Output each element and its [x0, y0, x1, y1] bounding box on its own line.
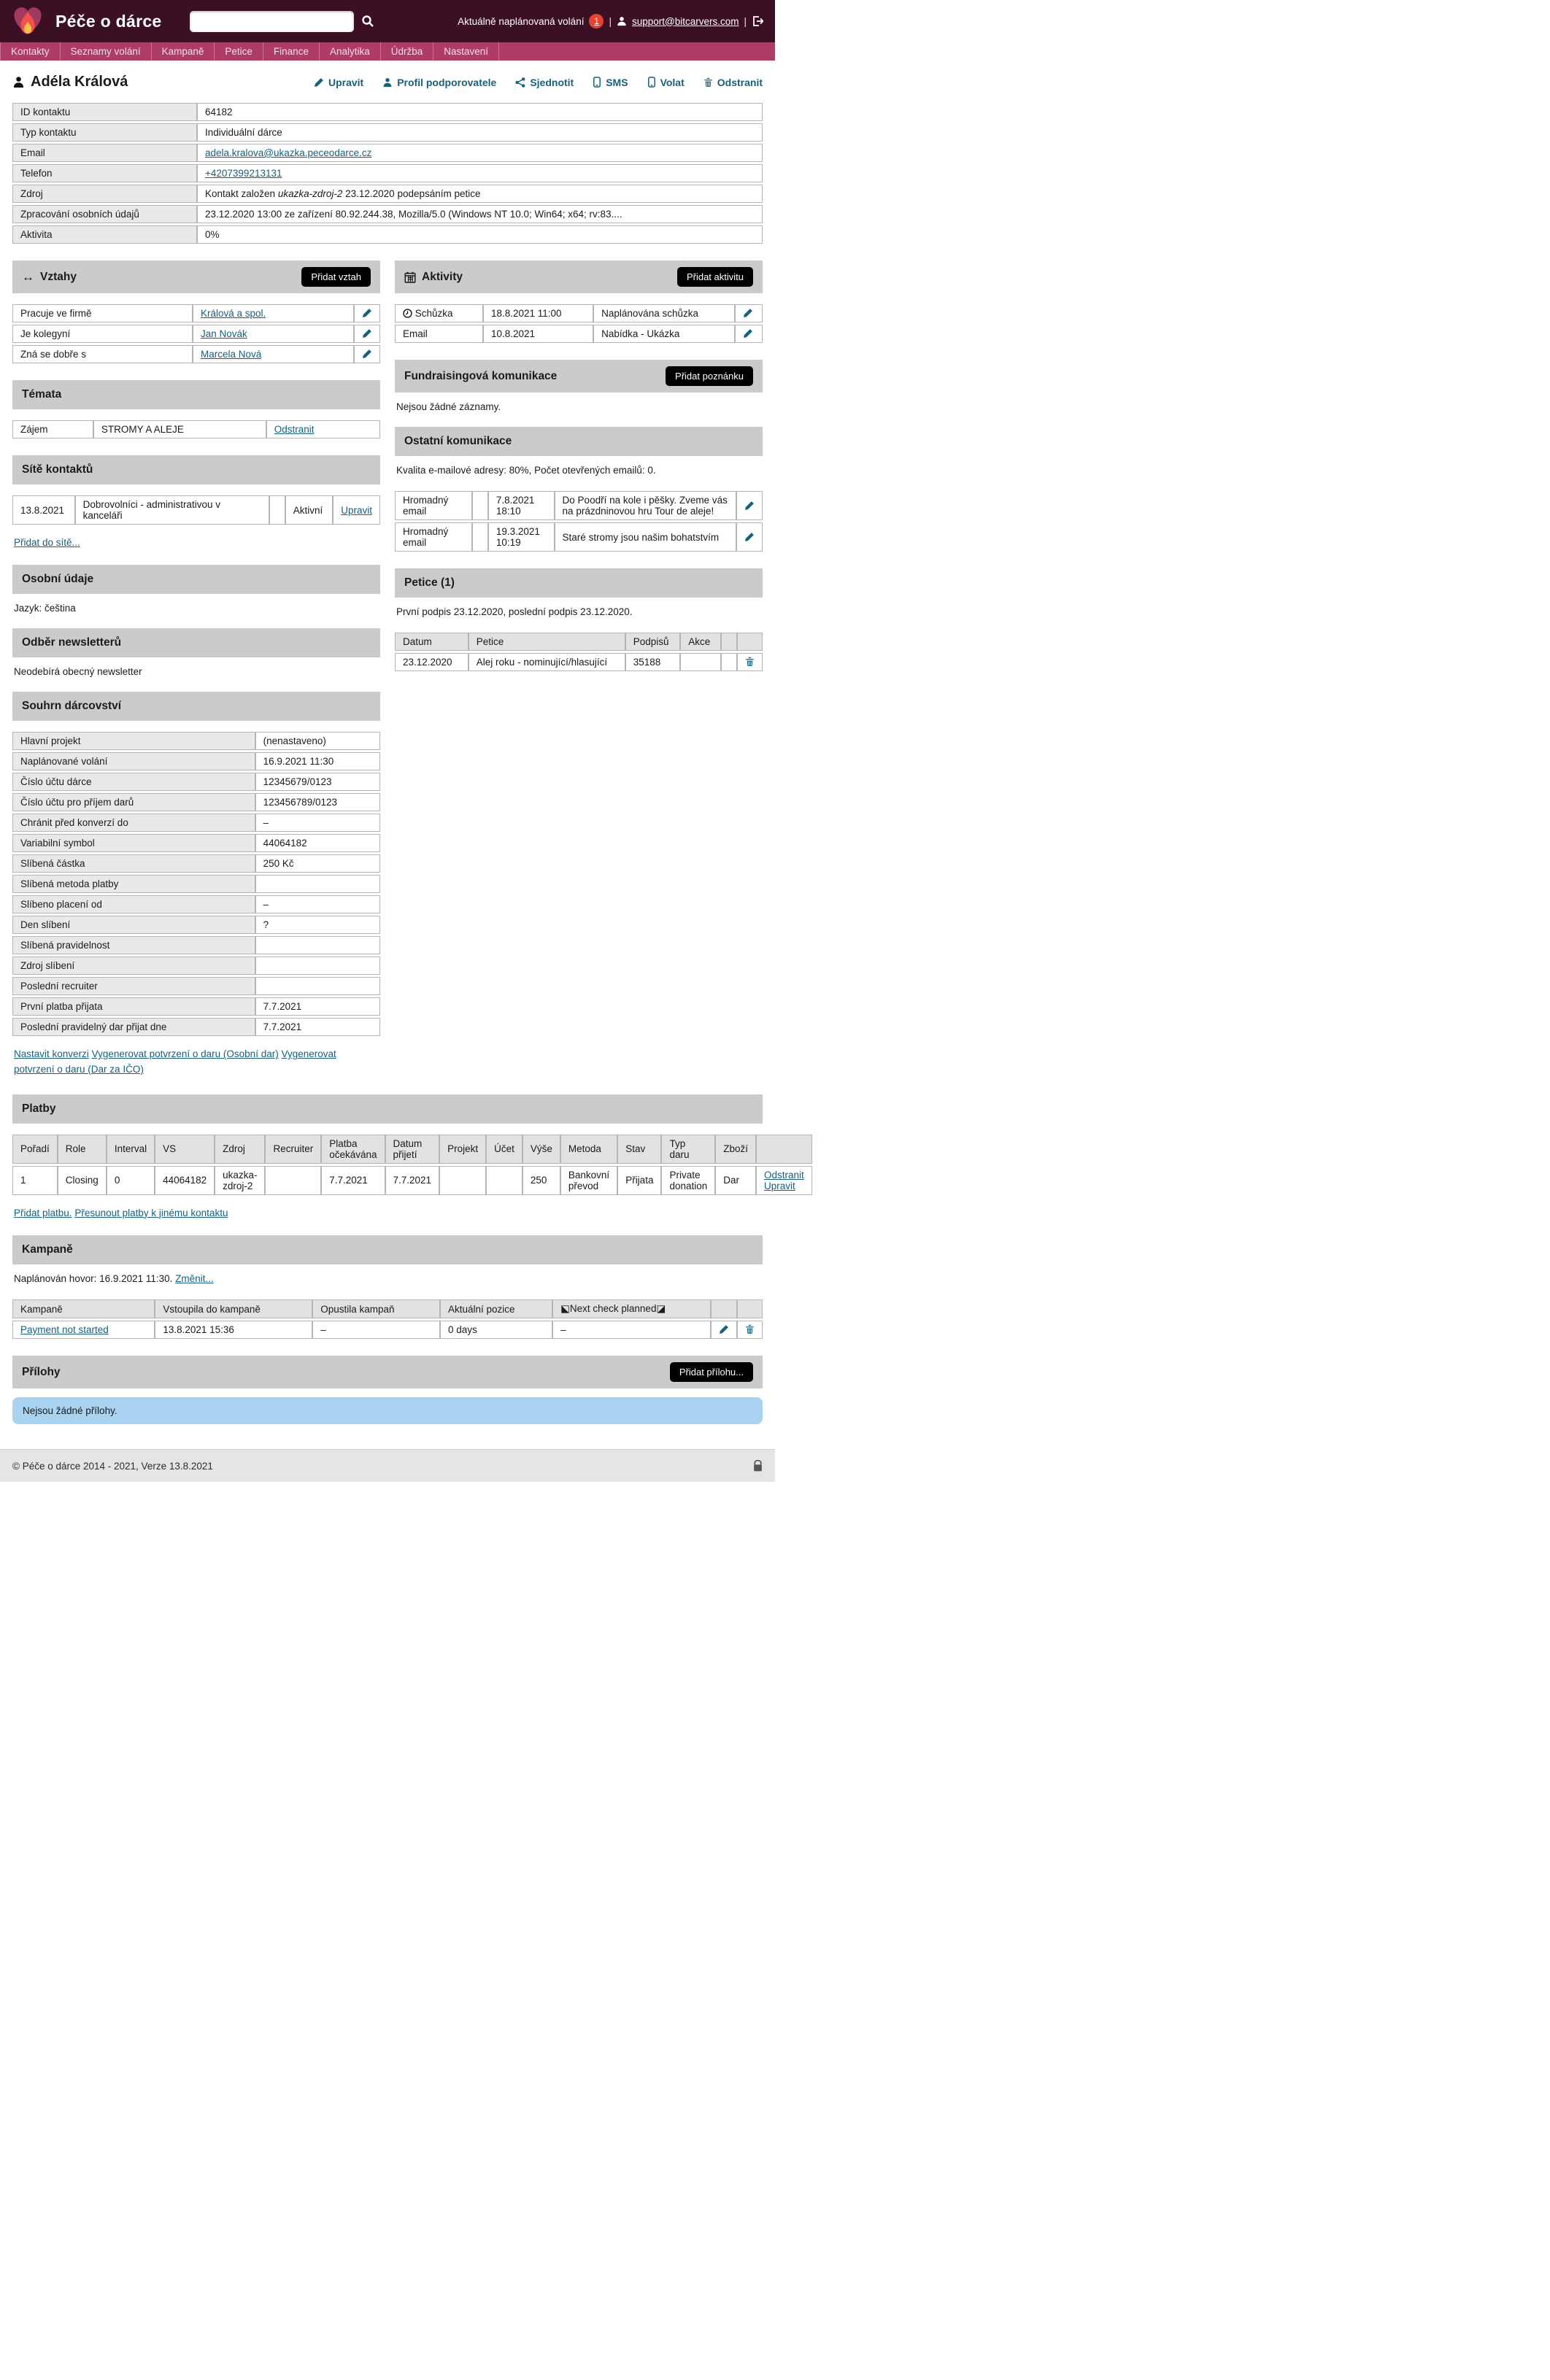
summary-value: 250 Kč: [255, 854, 380, 873]
table-row: [12, 936, 380, 954]
relationship-type: Zná se dobře s: [12, 345, 193, 363]
section-prilohy: [12, 1356, 763, 1388]
move-payments-link[interactable]: Přesunout platby k jinému kontaktu: [74, 1207, 228, 1218]
pencil-icon[interactable]: [719, 1324, 729, 1334]
table-row: [12, 1321, 763, 1339]
info-label: Aktivita: [12, 225, 197, 244]
section-temata: [12, 380, 380, 409]
table-row: [12, 1018, 380, 1036]
pencil-icon[interactable]: [362, 328, 372, 339]
info-value: 64182: [197, 103, 763, 121]
info-value: 23.12.2020 13:00 ze zařízení 80.92.244.38, Mozilla/5.0 (Windows NT 10.0; Win64; x64; rv:83....: [197, 205, 763, 223]
table-row: [395, 522, 763, 552]
section-title: Témata: [22, 388, 62, 401]
summary-label: Chránit před konverzí do: [12, 814, 255, 832]
personal-language-text: Jazyk: čeština: [14, 603, 76, 614]
nav-analytika[interactable]: Analytika: [320, 42, 381, 61]
table-row: [12, 773, 380, 791]
section-vztahy: [12, 260, 380, 293]
pencil-icon[interactable]: [362, 308, 372, 318]
comm-date: 19.3.2021 10:19: [488, 522, 555, 552]
col-petice: Petice: [469, 633, 625, 651]
topics-table: [12, 418, 380, 441]
empty-cell: [269, 495, 285, 525]
summary-label: Slíbená částka: [12, 854, 255, 873]
comm-type: Hromadný email: [395, 522, 472, 552]
summary-value: [255, 936, 380, 954]
pencil-icon: [314, 77, 324, 88]
merge-contact-button[interactable]: Sjednotit: [515, 77, 574, 88]
table-row: [12, 1166, 812, 1195]
nav-kontakty[interactable]: Kontakty: [0, 42, 61, 61]
col-datum-prijeti: Datum přijetí: [385, 1135, 440, 1164]
summary-label: Poslední recruiter: [12, 977, 255, 995]
col-aktualni-pozice: Aktuální pozice: [440, 1299, 552, 1318]
nav-seznamy-volani[interactable]: Seznamy volání: [61, 42, 152, 61]
newsletter-status-text: Neodebírá obecný newsletter: [14, 666, 142, 678]
network-status: Aktivní: [285, 495, 333, 525]
table-row: [12, 916, 380, 934]
summary-label: Slíbená pravidelnost: [12, 936, 255, 954]
table-row: [12, 185, 763, 203]
activity-desc: Naplánována schůzka: [593, 304, 735, 322]
contact-name: Adéla Králová: [31, 74, 128, 90]
payments-table: [12, 1132, 812, 1197]
col-typ-daru: Typ daru: [661, 1135, 715, 1164]
table-row: [12, 325, 380, 343]
copyright-text: © Péče o dárce 2014 - 2021, Verze 13.8.2021: [12, 1460, 213, 1472]
empty-cell: [721, 653, 737, 671]
payment-gift-type: Private donation: [661, 1166, 715, 1195]
section-souhrn-darcovstvi: [12, 692, 380, 721]
mobile-phone-icon: [647, 77, 656, 88]
relationships-table: [12, 302, 380, 366]
campaigns-table: [12, 1297, 763, 1341]
generate-confirmation-personal-link[interactable]: Vygenerovat potvrzení o daru (Osobní dar): [91, 1048, 279, 1060]
summary-label: Číslo účtu dárce: [12, 773, 255, 791]
col-ucet: Účet: [486, 1135, 523, 1164]
payment-received-date: 7.7.2021: [385, 1166, 440, 1195]
campaign-next-check: –: [552, 1321, 711, 1339]
table-row: [12, 875, 380, 893]
remove-topic-link[interactable]: Odstranit: [274, 424, 315, 435]
relationship-contact-link[interactable]: Králová a spol.: [200, 308, 266, 319]
table-row: [12, 420, 380, 438]
app-title: Péče o dárce: [55, 11, 162, 31]
activity-type: Schůzka: [395, 304, 483, 322]
network-name: Dobrovolníci - administrativou v kanceláři: [75, 495, 269, 525]
table-row: [12, 495, 380, 525]
summary-value: 16.9.2021 11:30: [255, 752, 380, 770]
summary-label: Hlavní projekt: [12, 732, 255, 750]
empty-cell: [472, 522, 488, 552]
table-row: [12, 814, 380, 832]
mobile-phone-icon: [593, 77, 601, 88]
add-activity-button[interactable]: Přidat aktivitu: [677, 267, 753, 287]
table-header-row: [395, 633, 763, 651]
table-header-row: [12, 1299, 763, 1318]
section-title: Osobní údaje: [22, 573, 94, 586]
delete-payment-link[interactable]: Odstranit: [764, 1169, 804, 1181]
user-icon: [617, 16, 627, 26]
add-note-button[interactable]: Přidat poznánku: [666, 366, 753, 386]
nav-kampane[interactable]: Kampaně: [152, 42, 215, 61]
top-header: [0, 0, 775, 42]
info-value: Kontakt založen ukazka-zdroj-2 23.12.2020 podepsáním petice: [197, 185, 763, 203]
pencil-icon[interactable]: [744, 501, 755, 511]
campaign-left: –: [312, 1321, 440, 1339]
pencil-icon[interactable]: [362, 349, 372, 359]
empty-header: [737, 1299, 763, 1318]
section-title: Aktivity: [422, 270, 463, 283]
info-label: Zdroj: [12, 185, 197, 203]
network-date: 13.8.2021: [12, 495, 75, 525]
contact-email-link[interactable]: adela.kralova@ukazka.peceodarce.cz: [205, 147, 372, 158]
info-label: Zpracování osobních údajů: [12, 205, 197, 223]
person-icon: [382, 77, 393, 88]
other-communication-table: [395, 489, 763, 554]
col-vs: VS: [155, 1135, 215, 1164]
summary-label: Číslo účtu pro příjem darů: [12, 793, 255, 811]
clock-icon: [403, 309, 412, 318]
search-input[interactable]: [190, 11, 354, 32]
payment-method: Bankovní převod: [560, 1166, 617, 1195]
sms-button[interactable]: SMS: [593, 77, 628, 88]
edit-network-link[interactable]: Upravit: [341, 504, 372, 516]
fundraising-empty-text: Nejsou žádné záznamy.: [396, 401, 501, 412]
payment-state: Přijata: [617, 1166, 661, 1195]
summary-label: Slíbená metoda platby: [12, 875, 255, 893]
table-row: [12, 144, 763, 162]
col-interval: Interval: [107, 1135, 155, 1164]
info-label: Telefon: [12, 164, 197, 182]
separator: |: [744, 15, 747, 27]
activities-table: [395, 302, 763, 345]
section-title: Fundraisingová komunikace: [404, 369, 558, 382]
edit-contact-button[interactable]: Upravit: [314, 77, 363, 88]
comm-date: 7.8.2021 18:10: [488, 491, 555, 520]
summary-label: Naplánované volání: [12, 752, 255, 770]
info-value: 0%: [197, 225, 763, 244]
summary-value: ?: [255, 916, 380, 934]
table-row: [12, 977, 380, 995]
payment-role: Closing: [58, 1166, 107, 1195]
section-title: Ostatní komunikace: [404, 435, 512, 447]
contact-phone-link[interactable]: +4207399213131: [205, 168, 282, 179]
table-row: [12, 732, 380, 750]
summary-label: První platba přijata: [12, 997, 255, 1016]
info-label: Email: [12, 144, 197, 162]
activity-date: 10.8.2021: [483, 325, 593, 343]
summary-value: [255, 957, 380, 975]
app-logo-heart-flame-icon: [12, 5, 44, 37]
section-aktivity: [395, 260, 763, 293]
table-row: [12, 205, 763, 223]
table-row: [395, 653, 763, 671]
table-row: [12, 854, 380, 873]
section-platby: [12, 1094, 763, 1124]
summary-value: 12345679/0123: [255, 773, 380, 791]
info-value: Individuální dárce: [197, 123, 763, 142]
col-vstoupila: Vstoupila do kampaně: [155, 1299, 312, 1318]
section-odber-newsletteru: [12, 628, 380, 657]
summary-value: 123456789/0123: [255, 793, 380, 811]
col-vyse: Výše: [523, 1135, 560, 1164]
activity-date: 18.8.2021 11:00: [483, 304, 593, 322]
section-title: Souhrn dárcovství: [22, 700, 122, 713]
section-title: Sítě kontaktů: [22, 463, 93, 476]
table-row: [395, 304, 763, 322]
page-footer: [0, 1449, 775, 1482]
section-title: Platby: [22, 1102, 56, 1115]
relationship-type: Pracuje ve firmě: [12, 304, 193, 322]
payment-actions: [756, 1166, 812, 1195]
col-next-check-planned: ⬕Next check planned◪: [552, 1299, 711, 1318]
nav-nastaveni[interactable]: Nastavení: [433, 42, 499, 61]
share-icon: [515, 77, 525, 88]
nav-petice[interactable]: Petice: [215, 42, 263, 61]
col-stav: Stav: [617, 1135, 661, 1164]
summary-value: [255, 875, 380, 893]
col-actions: [756, 1135, 812, 1164]
info-label: Typ kontaktu: [12, 123, 197, 142]
col-recruiter: Recruiter: [265, 1135, 321, 1164]
payment-project: [439, 1166, 486, 1195]
empty-header: [721, 633, 737, 651]
generate-confirmation-ico-link[interactable]: Vygenerovat potvrzení o daru (Dar za IČO): [14, 1048, 336, 1075]
col-zbozi: Zboží: [715, 1135, 756, 1164]
table-row: [395, 325, 763, 343]
table-row: [12, 164, 763, 182]
summary-label: Poslední pravidelný dar přijat dne: [12, 1018, 255, 1036]
payment-goods: Dar: [715, 1166, 756, 1195]
contact-name-heading: [12, 74, 128, 90]
topic-type: Zájem: [12, 420, 93, 438]
email-quality-text: Kvalita e-mailové adresy: 80%, Počet otevřených emailů: 0.: [396, 465, 656, 476]
table-row: [12, 793, 380, 811]
summary-value: [255, 977, 380, 995]
contact-info-table: [12, 101, 763, 246]
table-row: [12, 834, 380, 852]
separator: |: [609, 15, 612, 27]
call-button[interactable]: Volat: [647, 77, 685, 88]
section-site-kontaktu: [12, 455, 380, 484]
user-email-link[interactable]: support@bitcarvers.com: [631, 15, 739, 27]
delete-contact-button[interactable]: Odstranit: [703, 77, 763, 88]
petition-signatures: 35188: [625, 653, 681, 671]
table-row: [12, 752, 380, 770]
relationship-contact-link[interactable]: Jan Novák: [200, 328, 247, 339]
scheduled-calls-badge[interactable]: 1: [589, 14, 604, 28]
campaign-position: 0 days: [440, 1321, 552, 1339]
col-poradi: Pořadí: [12, 1135, 58, 1164]
trash-icon[interactable]: [745, 1324, 755, 1334]
table-row: [12, 304, 380, 322]
col-opustila: Opustila kampaň: [312, 1299, 440, 1318]
section-ostatni-komunikace: [395, 427, 763, 456]
col-akce: Akce: [680, 633, 720, 651]
col-platba-ocekavana: Platba očekávána: [321, 1135, 385, 1164]
table-row: [12, 997, 380, 1016]
table-row: [395, 491, 763, 520]
section-title: Vztahy: [40, 270, 77, 283]
lock-icon: [753, 1460, 763, 1472]
donation-summary-table: [12, 730, 380, 1038]
nav-udrzba[interactable]: Údržba: [381, 42, 434, 61]
logout-icon[interactable]: [752, 15, 763, 27]
summary-value: –: [255, 895, 380, 913]
empty-header: [711, 1299, 737, 1318]
comm-subject: Staré stromy jsou našim bohatstvím: [555, 522, 736, 552]
petition-date: 23.12.2020: [395, 653, 469, 671]
section-kampane: [12, 1235, 763, 1264]
summary-value: 7.7.2021: [255, 1018, 380, 1036]
comm-subject: Do Poodří na kole i pěšky. Zveme vás na prázdninovou hru Tour de aleje!: [555, 491, 736, 520]
section-petice: [395, 568, 763, 598]
left-right-arrow-icon: ↔: [22, 269, 34, 284]
search-icon[interactable]: [361, 15, 374, 28]
scheduled-call-text: Naplánován hovor: 16.9.2021 11:30.: [14, 1273, 173, 1284]
pencil-icon[interactable]: [743, 308, 753, 318]
person-icon: [12, 76, 25, 88]
section-title: Petice (1): [404, 576, 455, 589]
campaign-link[interactable]: Payment not started: [20, 1324, 109, 1335]
add-payment-link[interactable]: Přidat platbu.: [14, 1207, 72, 1218]
main-nav: [0, 42, 775, 61]
table-row: [12, 345, 380, 363]
relationship-contact-link[interactable]: Marcela Nová: [200, 349, 262, 360]
scheduled-calls-label: Aktuálně naplánovaná volání: [458, 15, 585, 27]
add-attachment-button[interactable]: Přidat přílohu...: [670, 1362, 753, 1382]
summary-label: Zdroj slíbení: [12, 957, 255, 975]
pencil-icon[interactable]: [743, 328, 753, 339]
edit-payment-link[interactable]: Upravit: [764, 1180, 795, 1191]
attachments-empty-notice: Nejsou žádné přílohy.: [12, 1397, 763, 1424]
trash-icon: [703, 77, 713, 88]
table-row: [12, 895, 380, 913]
payment-interval: 0: [107, 1166, 155, 1195]
payment-amount: 250: [523, 1166, 560, 1195]
col-podpisu: Podpisů: [625, 633, 681, 651]
summary-label: Variabilní symbol: [12, 834, 255, 852]
activity-type: Email: [395, 325, 483, 343]
add-to-network-link[interactable]: Přidat do sítě...: [14, 537, 80, 548]
table-header-row: [12, 1135, 812, 1164]
summary-value: 7.7.2021: [255, 997, 380, 1016]
section-title: Kampaně: [22, 1243, 73, 1256]
supporter-profile-button[interactable]: Profil podporovatele: [382, 77, 496, 88]
summary-value: 44064182: [255, 834, 380, 852]
empty-cell: [472, 491, 488, 520]
relationship-type: Je kolegyní: [12, 325, 193, 343]
change-call-link[interactable]: Změnit...: [175, 1273, 214, 1284]
section-osobni-udaje: [12, 565, 380, 594]
col-projekt: Projekt: [439, 1135, 486, 1164]
table-row: [12, 123, 763, 142]
set-conversion-link[interactable]: Nastavit konverzi: [14, 1048, 89, 1060]
payment-recruiter: [265, 1166, 321, 1195]
campaign-entered: 13.8.2021 15:36: [155, 1321, 312, 1339]
summary-label: Den slíbení: [12, 916, 255, 934]
summary-label: Slíbeno placení od: [12, 895, 255, 913]
table-row: [12, 225, 763, 244]
activity-desc: Nabídka - Ukázka: [593, 325, 735, 343]
table-row: [12, 957, 380, 975]
table-row: [12, 103, 763, 121]
section-fundraisingova-komunikace: [395, 360, 763, 393]
payment-expected-date: 7.7.2021: [321, 1166, 385, 1195]
col-datum: Datum: [395, 633, 469, 651]
section-title: Přílohy: [22, 1365, 61, 1378]
petition-action: [680, 653, 720, 671]
summary-value: –: [255, 814, 380, 832]
payment-order: 1: [12, 1166, 58, 1195]
networks-table: [12, 493, 380, 527]
trash-icon[interactable]: [745, 657, 755, 667]
topic-value: STROMY A ALEJE: [93, 420, 266, 438]
add-relationship-button[interactable]: Přidat vztah: [301, 267, 371, 287]
info-label: ID kontaktu: [12, 103, 197, 121]
col-metoda: Metoda: [560, 1135, 617, 1164]
pencil-icon[interactable]: [744, 532, 755, 542]
col-kampane: Kampaně: [12, 1299, 155, 1318]
petition-name: Alej roku - nominující/hlasující: [469, 653, 625, 671]
summary-value: (nenastaveno): [255, 732, 380, 750]
payment-source: ukazka-zdroj-2: [215, 1166, 265, 1195]
col-role: Role: [58, 1135, 107, 1164]
nav-finance[interactable]: Finance: [263, 42, 320, 61]
section-title: Odběr newsletterů: [22, 636, 122, 649]
empty-header: [737, 633, 763, 651]
payment-account: [486, 1166, 523, 1195]
comm-type: Hromadný email: [395, 491, 472, 520]
col-zdroj: Zdroj: [215, 1135, 265, 1164]
petitions-table: [395, 630, 763, 673]
calendar-icon: [404, 271, 416, 283]
payment-vs: 44064182: [155, 1166, 215, 1195]
petition-signature-summary: První podpis 23.12.2020, poslední podpis 23.12.2020.: [396, 606, 633, 617]
